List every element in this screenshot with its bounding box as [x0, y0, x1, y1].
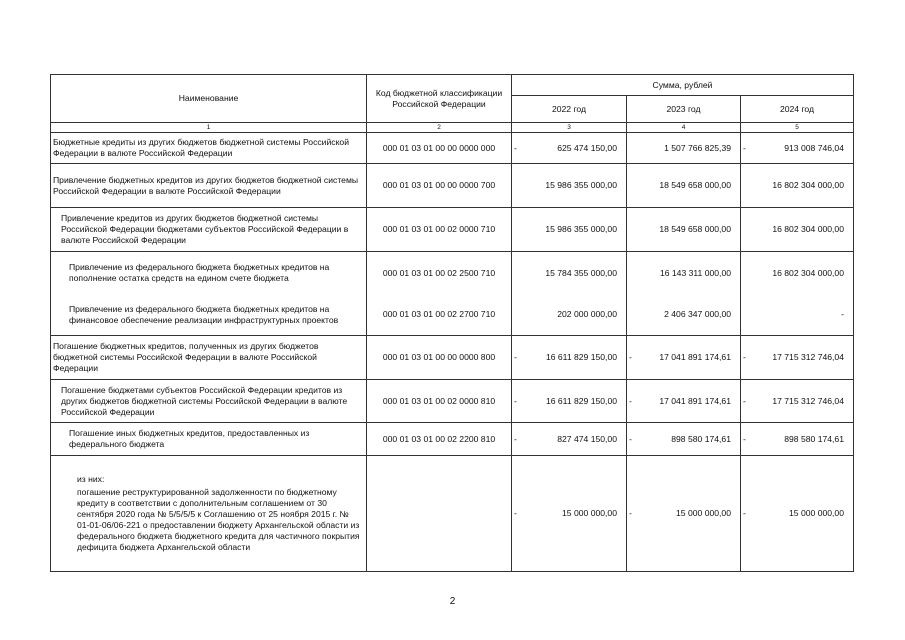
table-row: [51, 380, 854, 423]
amount-2023: [627, 208, 741, 252]
amount-value: 17 041 891 174,61: [659, 395, 731, 406]
table-row: [51, 133, 854, 164]
amount-value: 18 549 658 000,00: [659, 180, 731, 190]
minus-sign: -: [514, 142, 517, 153]
amount-value: 15 986 355 000,00: [545, 180, 617, 190]
minus-sign: -: [629, 395, 632, 406]
amount-2022: [512, 380, 627, 423]
amount-2022: [512, 208, 627, 252]
row-name: Привлечение из федерального бюджета бюджетных кредитов на финансовое обеспечение реализации инфраструктурных проектов: [51, 295, 367, 336]
amount-2023: [627, 336, 741, 380]
amount-value: 16 802 304 000,00: [772, 180, 844, 190]
amount-2023: [627, 295, 741, 336]
table-row: [51, 252, 854, 295]
row-code: [367, 456, 512, 572]
column-number-row: [51, 123, 854, 133]
minus-sign: -: [514, 508, 517, 518]
minus-sign: -: [629, 352, 632, 362]
row-name: Погашение бюджетами субъектов Российской Федерации кредитов из других бюджетов бюджетной системы Российской Федерации в валюте Российской Федерации: [51, 380, 367, 423]
amount-2022: [512, 423, 627, 456]
amount-value: 15 986 355 000,00: [545, 224, 617, 234]
minus-sign: -: [743, 352, 746, 362]
column-number: 3: [512, 123, 627, 133]
minus-sign: -: [514, 433, 517, 444]
amount-value: 898 580 174,61: [784, 433, 844, 444]
amount-value: 827 474 150,00: [557, 433, 617, 444]
amount-2024: [741, 164, 854, 208]
table-row: [51, 164, 854, 208]
amount-value: 1 507 766 825,39: [664, 142, 731, 153]
row-code: 000 01 03 01 00 02 2700 710: [367, 295, 512, 336]
amount-value: 913 008 746,04: [784, 142, 844, 153]
column-number: 4: [627, 123, 741, 133]
amount-value: 17 715 312 746,04: [772, 352, 844, 362]
amount-value: 202 000 000,00: [557, 309, 617, 320]
page-number: 2: [449, 596, 456, 607]
row-name-text: погашение реструктурированной задолженности по бюджетному кредиту в соответствии с дополнительным соглашением от 30 сентября 2020 года № 5/5/5/5 к Соглашению от 25 ноября 2015 г. № 01-01-06/06-221 о предоставлении бюджету Архангельской области из федерального бюджета бюджетного кредита для частичного покрытия дефицита бюджета Архангельской области: [77, 487, 360, 552]
header-row: [51, 75, 854, 96]
amount-value: 17 041 891 174,61: [659, 352, 731, 362]
amount-2022: [512, 295, 627, 336]
amount-2023: [627, 133, 741, 164]
amount-value: 15 000 000,00: [676, 508, 731, 518]
minus-sign: -: [743, 395, 746, 406]
header-2023: 2023 год: [627, 96, 741, 123]
sub-items-note: из них:: [77, 474, 105, 484]
amount-2023: [627, 252, 741, 295]
amount-2024: [741, 423, 854, 456]
minus-sign: -: [514, 352, 517, 362]
header-name: Наименование: [51, 75, 367, 123]
amount-2024: [741, 208, 854, 252]
row-code: 000 01 03 01 00 02 0000 710: [367, 208, 512, 252]
table-row: [51, 208, 854, 252]
row-code: 000 01 03 01 00 00 0000 700: [367, 164, 512, 208]
row-code: 000 01 03 01 00 02 2500 710: [367, 252, 512, 295]
amount-value: 15 000 000,00: [789, 508, 844, 518]
minus-sign: -: [743, 433, 746, 444]
amount-value: 16 143 311 000,00: [659, 267, 731, 278]
minus-sign: -: [629, 433, 632, 444]
row-name: Привлечение бюджетных кредитов из других бюджетов бюджетной системы Российской Федерации в валюте Российской Федерации: [51, 164, 367, 208]
amount-2022: [512, 252, 627, 295]
minus-sign: -: [629, 508, 632, 518]
minus-sign: -: [743, 142, 746, 153]
amount-2022: [512, 456, 627, 572]
minus-sign: -: [743, 508, 746, 518]
amount-value: 16 802 304 000,00: [772, 224, 844, 234]
table-row: [51, 336, 854, 380]
header-2024: 2024 год: [741, 96, 854, 123]
header-code: Код бюджетной классификации Российской Федерации: [367, 75, 512, 123]
row-code: 000 01 03 01 00 00 0000 800: [367, 336, 512, 380]
amount-2024: [741, 456, 854, 572]
amount-value: 17 715 312 746,04: [772, 395, 844, 406]
amount-2022: [512, 133, 627, 164]
table-row: [51, 423, 854, 456]
row-code: 000 01 03 01 00 00 0000 000: [367, 133, 512, 164]
amount-2023: [627, 164, 741, 208]
amount-value: 2 406 347 000,00: [664, 309, 731, 320]
column-number: 2: [367, 123, 512, 133]
amount-2022: [512, 164, 627, 208]
header-2022: 2022 год: [512, 96, 627, 123]
amount-2024: [741, 380, 854, 423]
row-name: Погашение иных бюджетных кредитов, предоставленных из федерального бюджета: [51, 423, 367, 456]
amount-2024: [741, 252, 854, 295]
column-number: 5: [741, 123, 854, 133]
amount-value: 16 802 304 000,00: [772, 267, 844, 278]
amount-2024: [741, 295, 854, 336]
row-name: Привлечение из федерального бюджета бюджетных кредитов на пополнение остатка средств на едином счете бюджета: [51, 252, 367, 295]
amount-2023: [627, 456, 741, 572]
amount-2024: [741, 133, 854, 164]
row-name: Привлечение кредитов из других бюджетов бюджетной системы Российской Федерации бюджетами субъектов Российской Федерации в валюте Российской Федерации: [51, 208, 367, 252]
amount-2023: [627, 423, 741, 456]
amount-2024: [741, 336, 854, 380]
row-code: 000 01 03 01 00 02 0000 810: [367, 380, 512, 423]
amount-value: 16 611 829 150,00: [545, 395, 617, 406]
row-name: Бюджетные кредиты из других бюджетов бюджетной системы Российской Федерации в валюте Российской Федерации: [51, 133, 367, 164]
amount-value: 16 611 829 150,00: [545, 352, 617, 362]
table-row: [51, 456, 854, 572]
amount-2022: [512, 336, 627, 380]
amount-value: 15 784 355 000,00: [545, 267, 617, 278]
budget-table: [50, 74, 854, 572]
amount-value: 898 580 174,61: [671, 433, 731, 444]
amount-value: 15 000 000,00: [562, 508, 617, 518]
amount-value: 625 474 150,00: [557, 142, 617, 153]
table-row: [51, 295, 854, 336]
minus-sign: -: [514, 395, 517, 406]
amount-value: -: [841, 309, 844, 320]
amount-value: 18 549 658 000,00: [659, 224, 731, 234]
row-code: 000 01 03 01 00 02 2200 810: [367, 423, 512, 456]
row-name: [51, 456, 367, 572]
amount-2023: [627, 380, 741, 423]
column-number: 1: [51, 123, 367, 133]
header-sum: Сумма, рублей: [512, 75, 854, 96]
row-name: Погашение бюджетных кредитов, полученных из других бюджетов бюджетной системы Российской Федерации в валюте Российской Федерации: [51, 336, 367, 380]
